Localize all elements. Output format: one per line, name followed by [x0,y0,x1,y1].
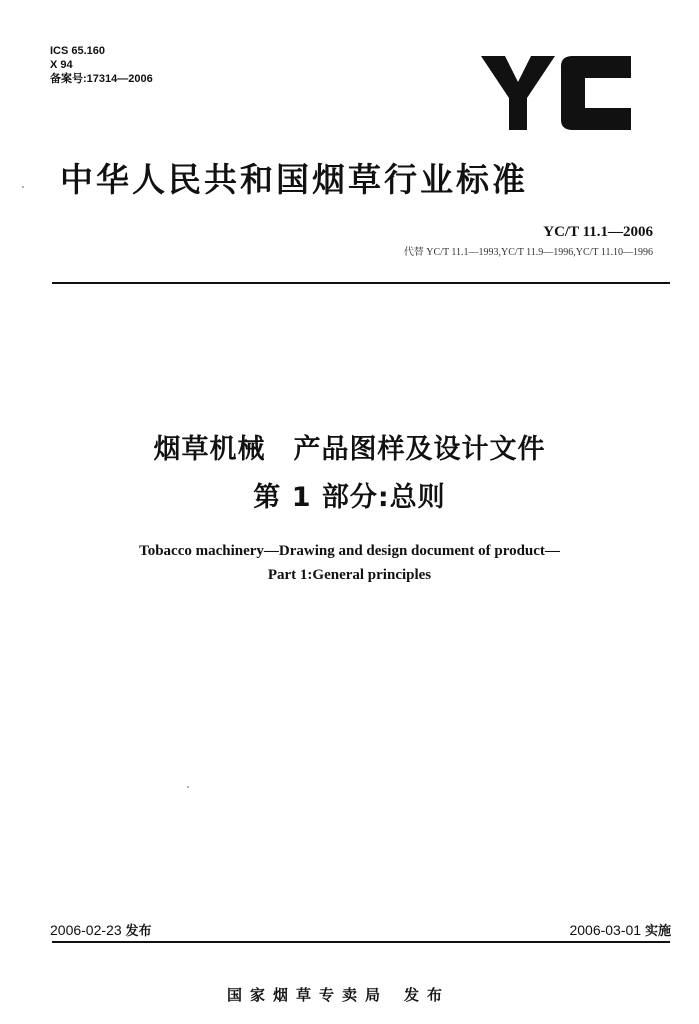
class-code: X 94 [50,59,73,71]
publisher-line [227,984,450,1005]
english-title-line-1: Tobacco machinery—Drawing and design document of product— [139,543,560,559]
effective-date-block [569,920,671,939]
effective-date: 2006-03-01 [569,922,642,938]
chinese-title-line-1: 烟草机械 产品图样及设计文件 [153,434,546,465]
chinese-title-line-2: 第 1 部分:总则 [253,482,446,513]
english-title-line-2: Part 1:General principles [267,567,432,583]
standard-category-title: 中华人民共和国烟草行业标准 [60,160,528,199]
replaces-note: 代替 YC/T 11.1—1993,YC/T 11.9—1996,YC/T 11.10—1996 [403,247,653,258]
issue-date-block [50,920,152,939]
footer-divider [52,941,670,943]
ics-code: ICS 65.160 [50,45,106,57]
filing-number: 备案号:17314—2006 [50,73,153,85]
publisher-action: 发布 [404,986,451,1004]
publisher-name: 国家烟草专卖局 [227,986,389,1004]
yc-logo [481,56,631,130]
issue-label: 发布 [125,924,152,939]
header-divider [52,282,670,284]
effective-label: 实施 [644,924,671,939]
classification-block [50,44,153,86]
issue-date: 2006-02-23 [50,922,122,938]
scan-speck [187,786,189,788]
yc-logo-graphic [481,56,631,130]
scan-speck [22,186,24,188]
standard-code: YC/T 11.1—2006 [543,224,653,240]
